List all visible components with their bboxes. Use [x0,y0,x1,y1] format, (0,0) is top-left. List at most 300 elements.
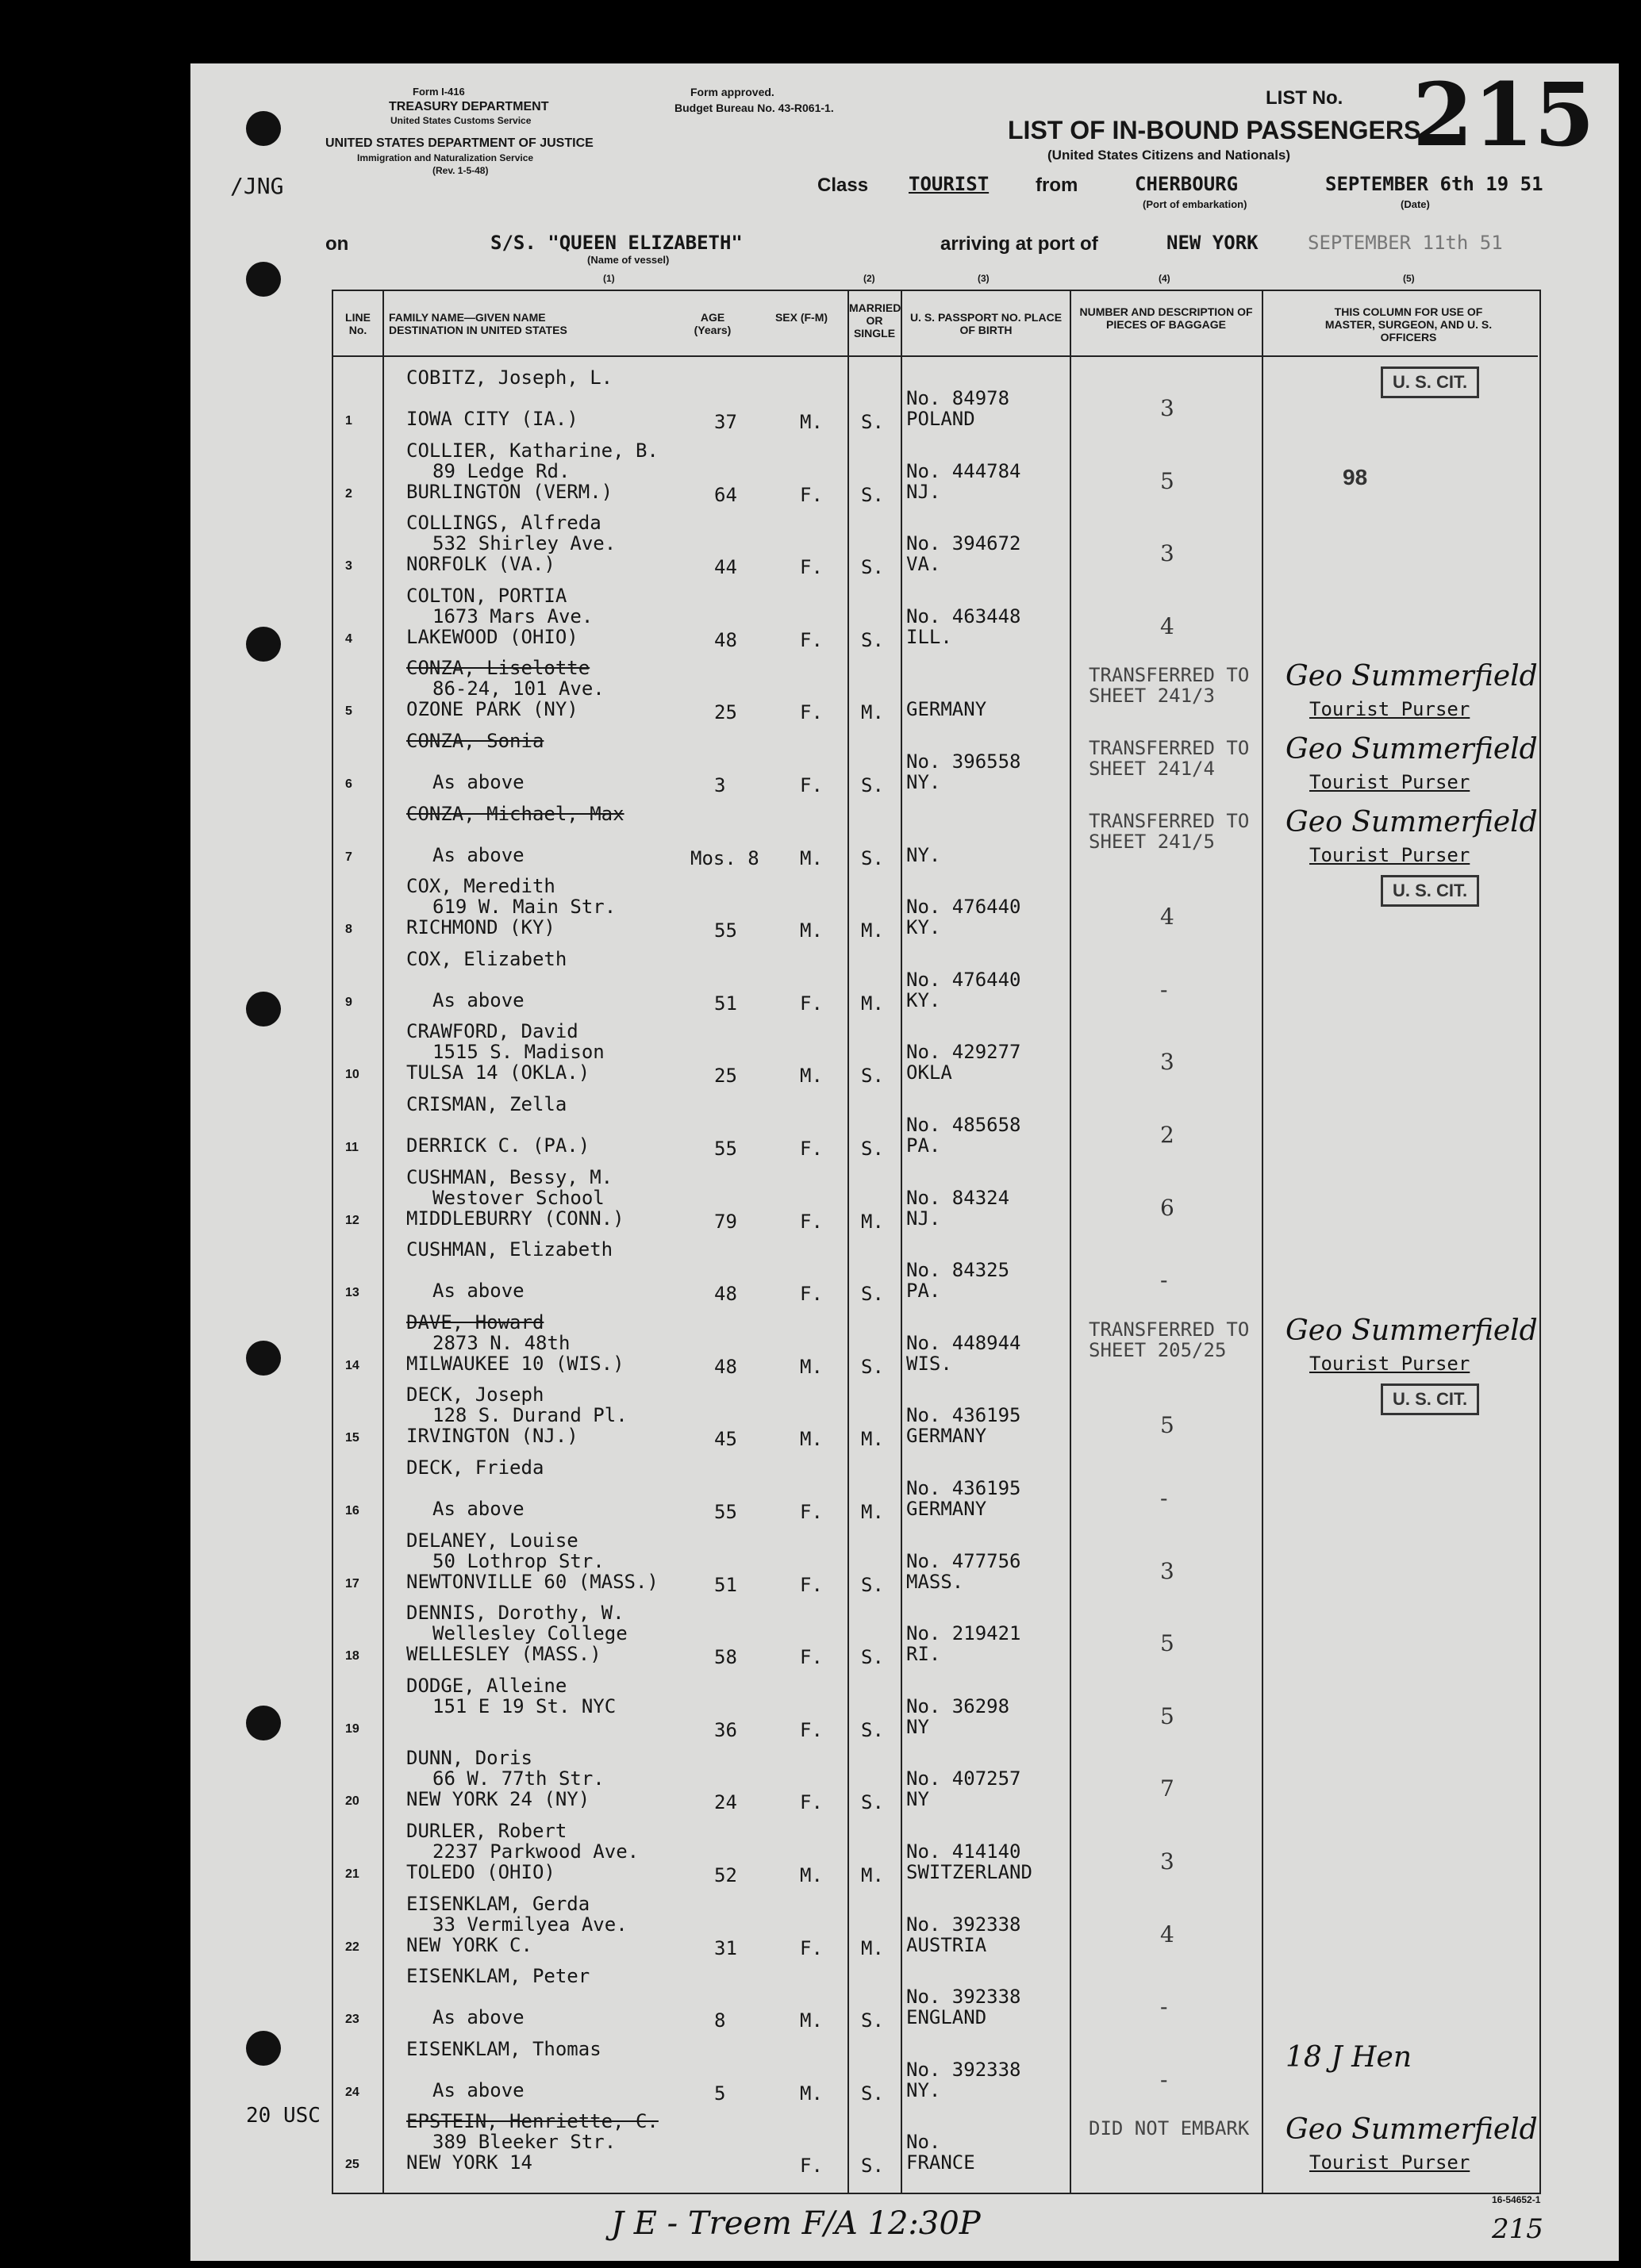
passport-number: No. 429277 [906,1041,1021,1064]
marital-status: M. [861,919,884,942]
marital-status: M. [861,1501,884,1523]
us-citizen-stamp: U. S. CIT. [1381,875,1479,907]
passenger-age: 55 [714,1501,737,1523]
passenger-name: COLLINGS, Alfreda [406,512,601,535]
vessel-name: S/S. "QUEEN ELIZABETH" [490,232,743,254]
passenger-name: CONZA, Sonia [406,730,544,752]
passport-number: No. [906,2131,941,2154]
passenger-address: 619 W. Main Str. [432,896,617,919]
col-index-2: (2) [863,273,875,284]
on-label: on [325,233,349,255]
passenger-address: 532 Shirley Ave. [432,532,617,555]
header-married: MARRIED OR SINGLE [849,301,901,340]
passport-number: No. 84324 [906,1186,1010,1209]
marital-status: M. [861,1210,884,1233]
doj-label: UNITED STATES DEPARTMENT OF JUSTICE [325,136,594,150]
baggage-count: 3 [1160,540,1174,567]
col-divider [1262,290,1263,2193]
passenger-address: 89 Ledge Rd. [432,459,571,482]
baggage-count: 5 [1160,467,1174,494]
passenger-name: DENNIS, Dorothy, W. [406,1602,625,1625]
header-passport: U. S. PASSPORT NO. PLACE OF BIRTH [909,311,1063,336]
passport-number: No. 463448 [906,604,1021,627]
passenger-age: 48 [714,628,737,651]
place-of-birth: RI. [906,1643,941,1666]
place-of-birth: SWITZERLAND [906,1861,1032,1883]
transfer-note: TRANSFERRED TO SHEET 241/5 [1089,809,1250,853]
baggage-count: - [1160,1267,1168,1294]
passport-number: No. 219421 [906,1622,1021,1645]
marital-status: S. [861,411,884,433]
baggage-count: - [1160,976,1168,1003]
line-number: 8 [345,923,352,937]
line-number: 2 [345,486,352,501]
ins-label: Immigration and Naturalization Service [357,152,534,163]
punch-hole [246,1706,281,1740]
passenger-destination: NEW YORK 24 (NY) [406,1788,590,1811]
header-sex: SEX (F-M) [774,311,828,324]
passport-number: No. 477756 [906,1549,1021,1572]
departure-date: SEPTEMBER 6th 19 51 [1325,173,1543,195]
passenger-age: 52 [714,1864,737,1886]
stamp-number: 98 [1343,464,1368,489]
place-of-birth: NJ. [906,1207,941,1230]
passenger-address: 1673 Mars Ave. [432,604,594,627]
line-number: 18 [345,1649,359,1664]
passenger-sex: F. [800,483,823,506]
passport-number: No. 476440 [906,968,1021,991]
marital-status: S. [861,2009,884,2032]
transfer-note: DID NOT EMBARK [1089,2117,1250,2140]
passenger-sex: M. [800,1065,823,1088]
passenger-destination: NEWTONVILLE 60 (MASS.) [406,1570,659,1593]
passenger-age: 25 [714,1065,737,1088]
line-number: 24 [345,2085,359,2099]
passenger-age: 25 [714,701,737,724]
passenger-address: 2237 Parkwood Ave. [432,1840,640,1863]
document-subtitle: (United States Citizens and Nationals) [1047,148,1291,163]
from-label: from [1036,175,1078,196]
passenger-sex: F. [800,1573,823,1596]
place-of-birth: WIS. [906,1352,952,1375]
purser-label: Tourist Purser [1309,2151,1470,2174]
place-of-birth: NY. [906,771,941,793]
passenger-age: 8 [714,2009,726,2032]
passenger-destination: As above [432,843,525,866]
vessel-caption: (Name of vessel) [587,254,670,266]
passenger-name: CONZA, Liselotte [406,657,590,680]
passport-number: No. 436195 [906,1404,1021,1427]
passenger-address: 2873 N. 48th [432,1331,571,1354]
passenger-destination: RICHMOND (KY) [406,916,555,939]
place-of-birth: VA. [906,553,941,576]
baggage-count: 4 [1160,612,1174,639]
officer-signature: Geo Summerfield [1286,805,1538,839]
line-number: 1 [345,414,352,428]
arrival-port: NEW YORK [1166,232,1259,254]
marital-status: S. [861,1573,884,1596]
passenger-sex: F. [800,556,823,579]
place-of-birth: NY [906,1788,929,1811]
list-no-label: LIST No. [1266,87,1343,109]
place-of-birth: ILL. [906,625,952,648]
passenger-sex: F. [800,1646,823,1669]
passenger-destination: MILWAUKEE 10 (WIS.) [406,1352,625,1375]
passenger-destination: WELLESLEY (MASS.) [406,1643,601,1666]
passenger-destination: MIDDLEBURRY (CONN.) [406,1207,625,1230]
passenger-age: 51 [714,1573,737,1596]
passenger-age: 5 [714,2082,726,2105]
baggage-count: - [1160,1485,1168,1511]
place-of-birth: FRANCE [906,2151,975,2174]
passenger-name: CUSHMAN, Elizabeth [406,1238,613,1261]
passenger-destination: DERRICK C. (PA.) [406,1134,590,1157]
passenger-name: DECK, Joseph [406,1383,544,1406]
marital-status: S. [861,628,884,651]
footer-left-note: 20 USC [246,2104,321,2128]
marital-status: S. [861,1718,884,1741]
col-index-3: (3) [978,273,990,284]
passenger-name: COLTON, PORTIA [406,584,567,607]
passenger-age: 44 [714,556,737,579]
passenger-name: COX, Meredith [406,875,555,898]
punch-hole [246,1341,281,1376]
form-number: Form I-416 [413,86,465,98]
passenger-destination: TULSA 14 (OKLA.) [406,1061,590,1084]
passenger-age: 58 [714,1646,737,1669]
treasury-label: TREASURY DEPARTMENT [389,100,549,113]
line-number: 20 [345,1794,359,1809]
passenger-sex: F. [800,774,823,796]
marital-status: S. [861,2155,884,2178]
line-number: 9 [345,995,352,1009]
passport-number: No. 444784 [906,459,1021,482]
passenger-sex: M. [800,2082,823,2105]
passenger-address: 50 Lothrop Str. [432,1549,605,1572]
baggage-count: 4 [1160,904,1174,931]
passenger-destination: As above [432,2006,525,2029]
passport-number: No. 84325 [906,1259,1010,1282]
passenger-name: COX, Elizabeth [406,947,567,970]
header-name: FAMILY NAME—GIVEN NAME DESTINATION IN UNITED STATES [389,311,567,336]
handwritten-footer: J E - Treem F/A 12:30P [611,2205,981,2242]
passenger-destination: TOLEDO (OHIO) [406,1861,555,1883]
passenger-age: 55 [714,1138,737,1160]
transfer-note: TRANSFERRED TO SHEET 205/25 [1089,1318,1250,1361]
place-of-birth: NY. [906,843,941,866]
line-number: 6 [345,777,352,791]
place-of-birth: PA. [906,1280,941,1303]
punch-hole [246,627,281,662]
baggage-count: 3 [1160,1049,1174,1076]
passenger-sex: M. [800,846,823,869]
transfer-note: TRANSFERRED TO SHEET 241/4 [1089,737,1250,780]
passenger-name: DODGE, Alleine [406,1674,567,1697]
class-value: TOURIST [909,173,990,195]
place-of-birth: MASS. [906,1570,964,1593]
passenger-destination: As above [432,988,525,1011]
passport-number: No. 84978 [906,387,1010,409]
baggage-count: 2 [1160,1122,1174,1148]
marital-status: S. [861,1065,884,1088]
baggage-count: - [1160,2066,1168,2093]
passenger-age: 55 [714,919,737,942]
officer-signature: Geo Summerfield [1286,2113,1538,2147]
passenger-name: COBITZ, Joseph, L. [406,366,613,389]
line-number: 16 [345,1504,359,1518]
list-number: 215 [1412,63,1595,166]
us-citizen-stamp: U. S. CIT. [1381,1383,1479,1415]
passenger-sex: M. [800,919,823,942]
punch-hole [246,2031,281,2066]
passenger-address: 1515 S. Madison [432,1041,605,1064]
passport-number: No. 392338 [906,1986,1021,2009]
line-number: 11 [345,1141,359,1154]
passenger-age: 51 [714,992,737,1015]
baggage-count: 3 [1160,395,1174,421]
baggage-count: 5 [1160,1630,1174,1657]
passenger-sex: F. [800,1791,823,1814]
passenger-name: CONZA, Michael, Max [406,802,625,825]
passenger-age: 31 [714,1936,737,1959]
marital-status: S. [861,1355,884,1378]
passenger-name: EISENKLAM, Peter [406,1965,590,1988]
passport-number: No. 414140 [906,1840,1021,1863]
passenger-sex: F. [800,1501,823,1523]
passport-number: No. 476440 [906,896,1021,919]
col-index-4: (4) [1159,273,1170,284]
line-number: 5 [345,704,352,719]
place-of-birth: OKLA [906,1061,952,1084]
line-number: 25 [345,2158,359,2172]
jng-mark: /JNG [230,173,284,199]
place-of-birth: KY. [906,916,941,939]
passenger-name: DURLER, Robert [406,1820,567,1842]
passport-number: No. 392338 [906,2058,1021,2081]
passenger-sex: M. [800,1428,823,1451]
passenger-sex: F. [800,1283,823,1306]
baggage-count: 5 [1160,1702,1174,1729]
marital-status: S. [861,556,884,579]
place-of-birth: NY [906,1715,929,1738]
passenger-address: 66 W. 77th Str. [432,1767,605,1790]
passport-number: No. 448944 [906,1331,1021,1354]
line-number: 14 [345,1358,359,1372]
baggage-count: 4 [1160,1921,1174,1948]
place-of-birth: KY. [906,988,941,1011]
place-of-birth: GERMANY [906,1498,987,1520]
purser-label: Tourist Purser [1309,1352,1470,1375]
passenger-destination: As above [432,771,525,793]
passenger-age: 24 [714,1791,737,1814]
form-code: 16-54652-1 [1492,2194,1541,2205]
line-number: 13 [345,1286,359,1300]
baggage-count: 7 [1160,1775,1174,1802]
passenger-address: 33 Vermilyea Ave. [432,1913,628,1936]
passenger-sex: F. [800,1936,823,1959]
passenger-sex: F. [800,1210,823,1233]
officer-signature: Geo Summerfield [1286,733,1538,766]
line-number: 22 [345,1940,359,1954]
officer-signature: Geo Summerfield [1286,1314,1538,1347]
passenger-address: 151 E 19 St. NYC [432,1694,617,1717]
passenger-sex: F. [800,628,823,651]
passenger-destination: BURLINGTON (VERM.) [406,480,613,503]
marital-status: S. [861,1138,884,1160]
passenger-sex: M. [800,411,823,433]
passenger-destination: NEW YORK C. [406,1933,532,1956]
passenger-address: 128 S. Durand Pl. [432,1404,628,1427]
col-divider [847,290,849,2193]
passenger-age: 79 [714,1210,737,1233]
punch-hole [246,111,281,146]
marital-status: S. [861,1646,884,1669]
header-officers: THIS COLUMN FOR USE OF MASTER, SURGEON, AND U. S. OFFICERS [1324,305,1493,343]
passenger-destination: LAKEWOOD (OHIO) [406,625,578,648]
passenger-destination: NEW YORK 14 [406,2151,532,2174]
passenger-address: 389 Bleeker Str. [432,2131,617,2154]
line-number: 10 [345,1068,359,1082]
us-citizen-stamp: U. S. CIT. [1381,366,1479,398]
passenger-age: 45 [714,1428,737,1451]
marital-status: M. [861,1936,884,1959]
transfer-note: TRANSFERRED TO SHEET 241/3 [1089,664,1250,708]
passenger-sex: F. [800,1138,823,1160]
passenger-name: CRAWFORD, David [406,1020,578,1043]
passenger-destination: IRVINGTON (NJ.) [406,1425,578,1448]
passenger-name: EISENKLAM, Gerda [406,1892,590,1915]
marital-status: S. [861,2082,884,2105]
place-of-birth: NJ. [906,480,941,503]
col-divider [1070,290,1071,2193]
place-of-birth: ENGLAND [906,2006,987,2029]
marital-status: S. [861,1283,884,1306]
col-divider [901,290,902,2193]
passenger-age: Mos. 8 [690,846,759,869]
officer-signature: Geo Summerfield [1286,660,1538,693]
passenger-age: 36 [714,1718,737,1741]
line-number: 23 [345,2013,359,2027]
table-header-rule [332,355,1538,357]
passport-number: No. 436195 [906,1477,1021,1499]
punch-hole [246,262,281,297]
form-approved: Form approved. [690,86,774,98]
line-number: 12 [345,1213,359,1227]
passenger-name: EISENKLAM, Thomas [406,2037,601,2060]
baggage-count: 6 [1160,1194,1174,1221]
officer-signature: 18 J Hen [1286,2040,1412,2074]
line-number: 3 [345,559,352,574]
passenger-age: 48 [714,1355,737,1378]
passenger-destination: IOWA CITY (IA.) [406,408,578,430]
place-of-birth: GERMANY [906,1425,987,1448]
passenger-destination: OZONE PARK (NY) [406,698,578,721]
passenger-name: COLLIER, Katharine, B. [406,439,659,462]
marital-status: M. [861,1428,884,1451]
place-of-birth: GERMANY [906,698,987,721]
header-baggage: NUMBER AND DESCRIPTION OF PIECES OF BAGGAGE [1079,305,1253,331]
baggage-count: 3 [1160,1557,1174,1584]
passport-number: No. 407257 [906,1767,1021,1790]
passenger-sex: F. [800,992,823,1015]
marital-status: S. [861,483,884,506]
baggage-count: - [1160,1994,1168,2020]
col-index-5: (5) [1403,273,1415,284]
customs-label: United States Customs Service [390,115,532,126]
marital-status: S. [861,1791,884,1814]
arrival-date: SEPTEMBER 11th 51 [1308,232,1503,254]
passport-number: No. 485658 [906,1114,1021,1136]
header-line-no: LINE No. [345,311,371,336]
place-of-birth: NY. [906,2078,941,2101]
class-label: Class [817,175,869,196]
purser-label: Tourist Purser [1309,698,1470,721]
line-number: 21 [345,1867,359,1881]
passport-number: No. 394672 [906,532,1021,555]
passenger-destination: As above [432,2078,525,2101]
passenger-age: 37 [714,411,737,433]
passenger-sex: M. [800,2009,823,2032]
marital-status: S. [861,774,884,796]
document-title: LIST OF IN-BOUND PASSENGERS [1008,116,1421,144]
passport-number: No. 396558 [906,750,1021,773]
passenger-destination: As above [432,1280,525,1303]
marital-status: M. [861,701,884,724]
line-number: 7 [345,850,352,864]
col-divider [382,290,384,2193]
baggage-count: 3 [1160,1848,1174,1875]
marital-status: S. [861,846,884,869]
col-index-1: (1) [603,273,615,284]
passport-number: No. 392338 [906,1913,1021,1936]
header-age: AGE (Years) [694,311,732,336]
passenger-sex: M. [800,1355,823,1378]
embarkation-port: CHERBOURG [1135,173,1239,195]
passenger-sex: F. [800,701,823,724]
passenger-sex: F. [800,2155,823,2178]
passenger-age: 64 [714,483,737,506]
marital-status: M. [861,1864,884,1886]
port-caption: (Port of embarkation) [1143,198,1247,210]
passenger-address: 86-24, 101 Ave. [432,677,605,700]
passenger-name: CUSHMAN, Bessy, M. [406,1165,613,1188]
passenger-name: CRISMAN, Zella [406,1093,567,1115]
line-number: 17 [345,1576,359,1591]
purser-label: Tourist Purser [1309,771,1470,793]
date-caption: (Date) [1401,198,1430,210]
passenger-name: DELANEY, Louise [406,1529,578,1552]
line-number: 15 [345,1431,359,1445]
passenger-destination: As above [432,1498,525,1520]
place-of-birth: AUSTRIA [906,1933,987,1956]
place-of-birth: PA. [906,1134,941,1157]
line-number: 4 [345,631,352,646]
line-number: 19 [345,1721,359,1736]
corner-number: 215 [1492,2213,1543,2245]
passenger-name: EPSTEIN, Henriette, C. [406,2110,659,2133]
passenger-destination: NORFOLK (VA.) [406,553,555,576]
rev-label: (Rev. 1-5-48) [432,165,489,176]
arriving-label: arriving at port of [940,233,1098,255]
passport-number: No. 36298 [906,1694,1010,1717]
purser-label: Tourist Purser [1309,843,1470,866]
place-of-birth: POLAND [906,408,975,430]
passenger-address: Westover School [432,1186,605,1209]
passenger-age: 3 [714,774,726,796]
baggage-count: 5 [1160,1412,1174,1439]
punch-hole [246,992,281,1027]
passenger-name: DUNN, Doris [406,1747,532,1770]
